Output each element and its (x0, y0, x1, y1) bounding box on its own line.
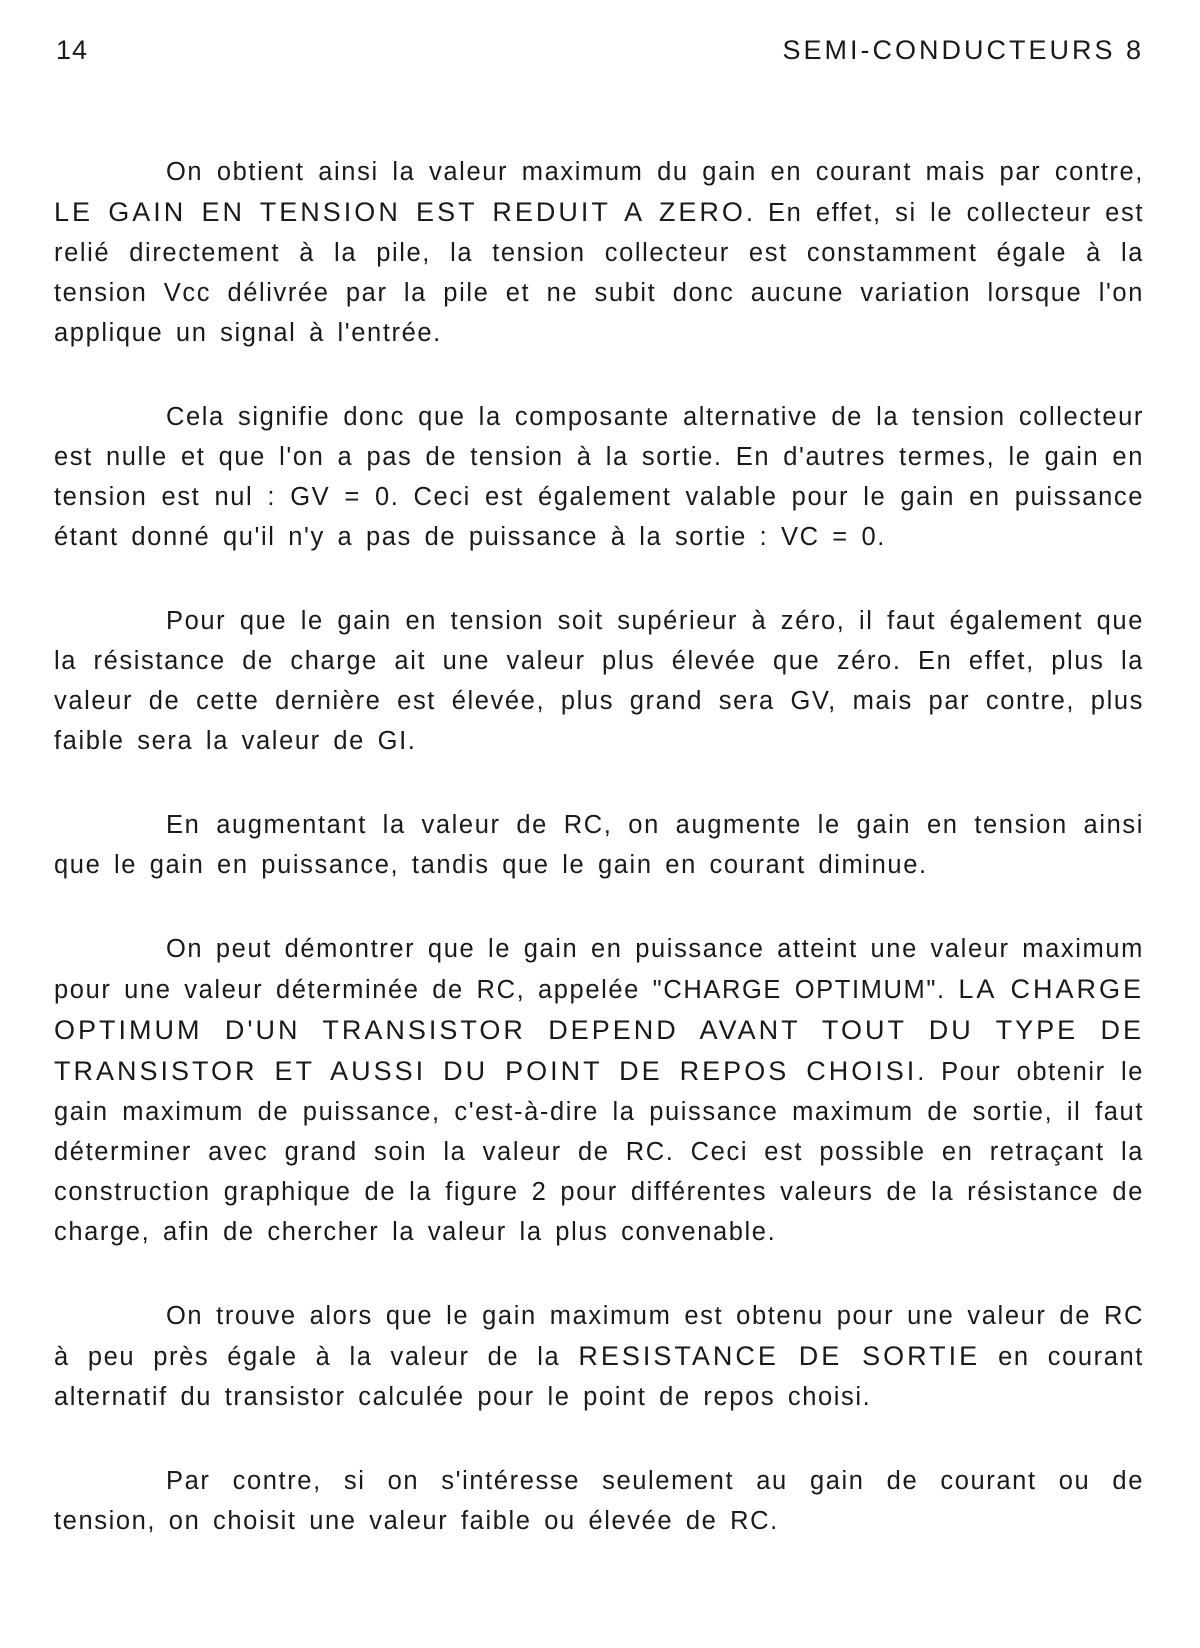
emphasis-text: RESISTANCE DE SORTIE (578, 1341, 981, 1371)
paragraph-text: Par contre, si on s'intéresse seulement au gain de courant ou de tension, on choisit une valeur faible ou élevée de RC. (54, 1467, 1144, 1535)
running-title: SEMI-CONDUCTEURS 8 (782, 34, 1144, 65)
paragraph-7 (54, 1461, 1144, 1541)
paragraph-5 (54, 929, 1144, 1252)
paragraph-text: . Pour obtenir le gain maximum de puissance, c'est-à-dire la puissance maximum de sortie, il faut déterminer avec grand soin la valeur de RC. Ceci est possible en retraçant la construction graphique de la figure 2 pour différentes valeurs de la résistance de charge, afin de chercher la valeur la plus convenable. (54, 1058, 1144, 1246)
emphasis-text: LA CHARGE OPTIMUM D'UN TRANSISTOR DEPEND AVANT TOUT DU TYPE DE TRANSISTOR ET AUSSI DU POINT DE REPOS CHOISI (54, 974, 1144, 1086)
paragraph-text: On trouve alors que le gain maximum est obtenu pour une valeur de RC à peu près égale à la valeur de la (54, 1302, 1144, 1371)
paragraph-text: Pour que le gain en tension soit supérieur à zéro, il faut également que la résistance de charge ait une valeur plus élevée que zéro. En effet, plus la valeur de cette dernière est élevée, plus grand sera GV, mais par contre, plus faible sera la valeur de GI. (54, 607, 1144, 755)
page-header (56, 30, 1144, 70)
paragraph-3 (54, 601, 1144, 761)
page-number: 14 (56, 34, 89, 65)
body-text (54, 152, 1144, 1585)
paragraph-1 (54, 152, 1144, 353)
paragraph-text: On peut démontrer que le gain en puissance atteint une valeur maximum pour une valeur déterminée de RC, appelée "CHARGE OPTIMUM". (54, 935, 1144, 1004)
paragraph-4 (54, 805, 1144, 885)
paragraph-text: Cela signifie donc que la composante alternative de la tension collecteur est nulle et que l'on a pas de tension à la sortie. En d'autres termes, le gain en tension est nul : GV = 0. Ceci est également valable pour le gain en puissance étant donné qu'il n'y a pas de puissance à la sortie : VC = 0. (54, 403, 1144, 551)
paragraph-text: . En effet, si le collecteur est relié directement à la pile, la tension collecteur est constamment égale à la tension Vcc délivrée par la pile et ne subit donc aucune variation lorsque l'on applique un signal à l'entrée. (54, 199, 1144, 347)
paragraph-2 (54, 397, 1144, 557)
paragraph-text: On obtient ainsi la valeur maximum du gain en courant mais par contre, (166, 158, 1144, 186)
emphasis-text: LE GAIN EN TENSION EST REDUIT A ZERO (54, 197, 746, 227)
paragraph-6 (54, 1296, 1144, 1417)
paragraph-text: En augmentant la valeur de RC, on augmente le gain en tension ainsi que le gain en puissance, tandis que le gain en courant diminue. (54, 811, 1144, 879)
paragraph-text: en courant alternatif du transistor calculée pour le point de repos choisi. (54, 1343, 1144, 1411)
